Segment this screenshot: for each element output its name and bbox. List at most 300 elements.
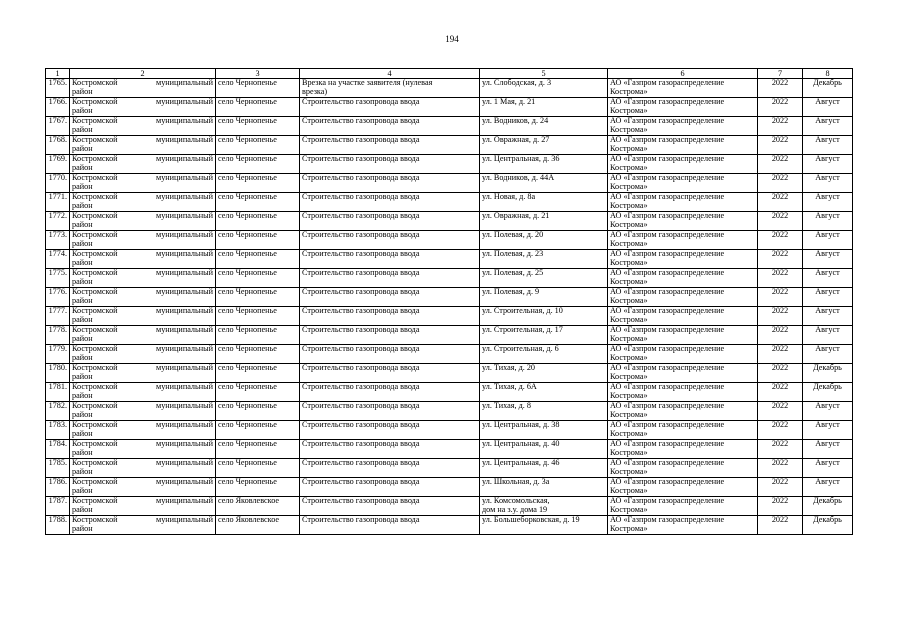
district-suffix: район	[72, 409, 93, 419]
work-line-1: Строительство газопровода ввода	[302, 135, 420, 144]
year-cell: 2022	[758, 345, 803, 364]
organization-cell	[608, 497, 758, 516]
organization-cell	[608, 402, 758, 421]
row-number: 1772.	[46, 212, 70, 231]
year-cell: 2022	[758, 364, 803, 383]
address-line-1: ул. Новая, д. 8а	[482, 192, 536, 201]
address-cell	[480, 136, 608, 155]
district-suffix: район	[72, 466, 93, 476]
table-row	[46, 288, 853, 307]
district-suffix: район	[72, 162, 93, 172]
month-cell: Август	[803, 478, 853, 497]
year-cell: 2022	[758, 402, 803, 421]
organization-cell	[608, 79, 758, 98]
address-line-1: ул. Большеборковская, д. 19	[482, 515, 580, 524]
organization-line-2: Кострома»	[610, 238, 648, 248]
locality-cell: село Чернопенье	[216, 421, 300, 440]
column-header: 2	[70, 69, 216, 79]
organization-line-1: АО «Газпром газораспределение	[610, 401, 725, 410]
organization-line-2: Кострома»	[610, 181, 648, 191]
month-cell: Август	[803, 212, 853, 231]
district-cell	[70, 136, 216, 155]
work-cell	[300, 136, 480, 155]
month-cell: Август	[803, 136, 853, 155]
work-line-1: Строительство газопровода ввода	[302, 477, 420, 486]
organization-line-1: АО «Газпром газораспределение	[610, 230, 725, 239]
table-row	[46, 497, 853, 516]
organization-cell	[608, 307, 758, 326]
year-cell: 2022	[758, 79, 803, 98]
district-cell	[70, 79, 216, 98]
organization-line-1: АО «Газпром газораспределение	[610, 154, 725, 163]
district-name: Костромской	[72, 211, 118, 220]
locality-cell: село Чернопенье	[216, 193, 300, 212]
year-cell: 2022	[758, 136, 803, 155]
row-number: 1783.	[46, 421, 70, 440]
district-name: Костромской	[72, 192, 118, 201]
row-number: 1785.	[46, 459, 70, 478]
year-cell: 2022	[758, 212, 803, 231]
work-line-1: Врезка на участке заявителя (нулевая	[302, 78, 433, 87]
year-cell: 2022	[758, 383, 803, 402]
row-number: 1775.	[46, 269, 70, 288]
district-cell	[70, 459, 216, 478]
table-row	[46, 345, 853, 364]
table-row	[46, 440, 853, 459]
table-row	[46, 364, 853, 383]
table-row	[46, 79, 853, 98]
work-line-1: Строительство газопровода ввода	[302, 211, 420, 220]
month-cell: Декабрь	[803, 497, 853, 516]
work-cell	[300, 79, 480, 98]
organization-line-1: АО «Газпром газораспределение	[610, 211, 725, 220]
locality-cell: село Яковлевское	[216, 516, 300, 535]
district-type: муниципальный	[156, 211, 213, 220]
district-suffix: район	[72, 485, 93, 495]
address-line-1: ул. Овражная, д. 27	[482, 135, 550, 144]
district-suffix: район	[72, 352, 93, 362]
district-type: муниципальный	[156, 363, 213, 372]
row-number: 1778.	[46, 326, 70, 345]
month-cell: Август	[803, 269, 853, 288]
year-cell: 2022	[758, 440, 803, 459]
row-number: 1782.	[46, 402, 70, 421]
column-header: 5	[480, 69, 608, 79]
table-row	[46, 136, 853, 155]
work-line-2: врезка)	[302, 86, 328, 96]
year-cell: 2022	[758, 98, 803, 117]
organization-line-1: АО «Газпром газораспределение	[610, 420, 725, 429]
address-line-1: ул. Тихая, д. 8	[482, 401, 531, 410]
district-type: муниципальный	[156, 135, 213, 144]
page-number: 194	[445, 34, 459, 44]
work-cell	[300, 307, 480, 326]
year-cell: 2022	[758, 193, 803, 212]
district-type: муниципальный	[156, 97, 213, 106]
organization-line-2: Кострома»	[610, 466, 648, 476]
district-cell	[70, 98, 216, 117]
address-cell	[480, 326, 608, 345]
locality-cell: село Чернопенье	[216, 136, 300, 155]
organization-line-1: АО «Газпром газораспределение	[610, 458, 725, 467]
organization-line-2: Кострома»	[610, 295, 648, 305]
address-line-1: ул. 1 Мая, д. 21	[482, 97, 536, 106]
address-line-1: ул. Строительная, д. 10	[482, 306, 563, 315]
organization-cell	[608, 155, 758, 174]
work-line-1: Строительство газопровода ввода	[302, 496, 420, 505]
locality-cell: село Чернопенье	[216, 117, 300, 136]
work-line-1: Строительство газопровода ввода	[302, 439, 420, 448]
work-cell	[300, 478, 480, 497]
month-cell: Август	[803, 117, 853, 136]
year-cell: 2022	[758, 326, 803, 345]
column-number-row	[46, 69, 853, 79]
work-cell	[300, 421, 480, 440]
year-cell: 2022	[758, 478, 803, 497]
district-cell	[70, 402, 216, 421]
district-name: Костромской	[72, 382, 118, 391]
district-suffix: район	[72, 105, 93, 115]
address-cell	[480, 98, 608, 117]
organization-line-2: Кострома»	[610, 200, 648, 210]
row-number: 1774.	[46, 250, 70, 269]
district-cell	[70, 383, 216, 402]
district-cell	[70, 364, 216, 383]
work-cell	[300, 516, 480, 535]
locality-cell: село Чернопенье	[216, 307, 300, 326]
column-header: 1	[46, 69, 70, 79]
work-cell	[300, 155, 480, 174]
organization-line-1: АО «Газпром газораспределение	[610, 439, 725, 448]
district-name: Костромской	[72, 173, 118, 182]
month-cell: Август	[803, 98, 853, 117]
work-line-1: Строительство газопровода ввода	[302, 363, 420, 372]
row-number: 1787.	[46, 497, 70, 516]
district-suffix: район	[72, 371, 93, 381]
organization-cell	[608, 383, 758, 402]
organization-line-2: Кострома»	[610, 219, 648, 229]
district-cell	[70, 269, 216, 288]
organization-line-2: Кострома»	[610, 257, 648, 267]
locality-cell: село Яковлевское	[216, 497, 300, 516]
address-line-1: ул. Комсомольская,	[482, 496, 550, 505]
organization-line-1: АО «Газпром газораспределение	[610, 135, 725, 144]
district-name: Костромской	[72, 287, 118, 296]
month-cell: Август	[803, 155, 853, 174]
locality-cell: село Чернопенье	[216, 364, 300, 383]
organization-line-2: Кострома»	[610, 504, 648, 514]
district-suffix: район	[72, 276, 93, 286]
work-cell	[300, 440, 480, 459]
district-type: муниципальный	[156, 344, 213, 353]
address-cell	[480, 497, 608, 516]
district-cell	[70, 155, 216, 174]
address-line-2: дом на з.у. дома 19	[482, 504, 548, 514]
table-row	[46, 402, 853, 421]
district-suffix: район	[72, 124, 93, 134]
column-header: 3	[216, 69, 300, 79]
district-cell	[70, 250, 216, 269]
row-number: 1767.	[46, 117, 70, 136]
district-type: муниципальный	[156, 306, 213, 315]
table-row	[46, 98, 853, 117]
year-cell: 2022	[758, 117, 803, 136]
work-cell	[300, 193, 480, 212]
organization-line-1: АО «Газпром газораспределение	[610, 268, 725, 277]
locality-cell: село Чернопенье	[216, 345, 300, 364]
district-cell	[70, 288, 216, 307]
table-row	[46, 155, 853, 174]
district-suffix: район	[72, 428, 93, 438]
district-type: муниципальный	[156, 230, 213, 239]
district-type: муниципальный	[156, 192, 213, 201]
work-line-1: Строительство газопровода ввода	[302, 287, 420, 296]
address-cell	[480, 459, 608, 478]
district-cell	[70, 345, 216, 364]
address-line-1: ул. Тихая, д. 6А	[482, 382, 537, 391]
district-suffix: район	[72, 257, 93, 267]
district-suffix: район	[72, 219, 93, 229]
month-cell: Август	[803, 421, 853, 440]
work-cell	[300, 326, 480, 345]
address-line-1: ул. Строительная, д. 6	[482, 344, 559, 353]
locality-cell: село Чернопенье	[216, 326, 300, 345]
address-line-1: ул. Центральная, д. 36	[482, 154, 560, 163]
district-type: муниципальный	[156, 287, 213, 296]
address-line-1: ул. Полевая, д. 25	[482, 268, 544, 277]
locality-cell: село Чернопенье	[216, 402, 300, 421]
district-suffix: район	[72, 200, 93, 210]
organization-line-1: АО «Газпром газораспределение	[610, 287, 725, 296]
work-line-1: Строительство газопровода ввода	[302, 97, 420, 106]
work-line-1: Строительство газопровода ввода	[302, 116, 420, 125]
district-suffix: район	[72, 504, 93, 514]
row-number: 1769.	[46, 155, 70, 174]
district-type: муниципальный	[156, 477, 213, 486]
district-name: Костромской	[72, 135, 118, 144]
locality-cell: село Чернопенье	[216, 459, 300, 478]
organization-line-2: Кострома»	[610, 523, 648, 533]
work-cell	[300, 345, 480, 364]
organization-line-2: Кострома»	[610, 105, 648, 115]
organization-line-1: АО «Газпром газораспределение	[610, 382, 725, 391]
column-header: 7	[758, 69, 803, 79]
year-cell: 2022	[758, 250, 803, 269]
district-name: Костромской	[72, 249, 118, 258]
district-type: муниципальный	[156, 249, 213, 258]
month-cell: Август	[803, 459, 853, 478]
work-line-1: Строительство газопровода ввода	[302, 458, 420, 467]
gasification-schedule-table	[45, 68, 853, 535]
organization-cell	[608, 269, 758, 288]
address-line-1: ул. Центральная, д. 38	[482, 420, 560, 429]
work-line-1: Строительство газопровода ввода	[302, 154, 420, 163]
district-type: муниципальный	[156, 420, 213, 429]
address-line-1: ул. Водников, д. 44А	[482, 173, 555, 182]
district-name: Костромской	[72, 154, 118, 163]
organization-line-2: Кострома»	[610, 276, 648, 286]
address-cell	[480, 364, 608, 383]
district-name: Костромской	[72, 401, 118, 410]
district-type: муниципальный	[156, 496, 213, 505]
work-cell	[300, 497, 480, 516]
row-number: 1766.	[46, 98, 70, 117]
address-cell	[480, 193, 608, 212]
organization-line-2: Кострома»	[610, 371, 648, 381]
table-row	[46, 250, 853, 269]
locality-cell: село Чернопенье	[216, 212, 300, 231]
organization-line-1: АО «Газпром газораспределение	[610, 344, 725, 353]
organization-cell	[608, 421, 758, 440]
address-line-1: ул. Полевая, д. 20	[482, 230, 544, 239]
district-type: муниципальный	[156, 173, 213, 182]
district-name: Костромской	[72, 344, 118, 353]
address-cell	[480, 117, 608, 136]
work-cell	[300, 231, 480, 250]
organization-cell	[608, 288, 758, 307]
organization-cell	[608, 345, 758, 364]
district-cell	[70, 440, 216, 459]
district-suffix: район	[72, 314, 93, 324]
year-cell: 2022	[758, 307, 803, 326]
address-line-1: ул. Центральная, д. 40	[482, 439, 560, 448]
address-cell	[480, 478, 608, 497]
organization-line-1: АО «Газпром газораспределение	[610, 325, 725, 334]
district-name: Костромской	[72, 325, 118, 334]
address-cell	[480, 307, 608, 326]
organization-cell	[608, 98, 758, 117]
district-name: Костромской	[72, 97, 118, 106]
address-cell	[480, 231, 608, 250]
district-suffix: район	[72, 447, 93, 457]
organization-line-1: АО «Газпром газораспределение	[610, 363, 725, 372]
work-cell	[300, 250, 480, 269]
organization-line-2: Кострома»	[610, 314, 648, 324]
organization-cell	[608, 459, 758, 478]
organization-cell	[608, 193, 758, 212]
address-cell	[480, 79, 608, 98]
row-number: 1780.	[46, 364, 70, 383]
district-type: муниципальный	[156, 515, 213, 524]
district-type: муниципальный	[156, 439, 213, 448]
month-cell: Август	[803, 402, 853, 421]
table-row	[46, 516, 853, 535]
organization-line-1: АО «Газпром газораспределение	[610, 249, 725, 258]
work-cell	[300, 459, 480, 478]
district-suffix: район	[72, 390, 93, 400]
work-line-1: Строительство газопровода ввода	[302, 325, 420, 334]
month-cell: Август	[803, 193, 853, 212]
district-type: муниципальный	[156, 401, 213, 410]
row-number: 1768.	[46, 136, 70, 155]
organization-cell	[608, 250, 758, 269]
work-cell	[300, 98, 480, 117]
organization-cell	[608, 440, 758, 459]
work-line-1: Строительство газопровода ввода	[302, 382, 420, 391]
district-type: муниципальный	[156, 458, 213, 467]
year-cell: 2022	[758, 174, 803, 193]
work-cell	[300, 212, 480, 231]
month-cell: Август	[803, 345, 853, 364]
locality-cell: село Чернопенье	[216, 174, 300, 193]
row-number: 1779.	[46, 345, 70, 364]
district-cell	[70, 117, 216, 136]
year-cell: 2022	[758, 421, 803, 440]
district-name: Костромской	[72, 496, 118, 505]
table-row	[46, 174, 853, 193]
organization-line-2: Кострома»	[610, 409, 648, 419]
table-row	[46, 212, 853, 231]
address-cell	[480, 212, 608, 231]
table-row	[46, 459, 853, 478]
year-cell: 2022	[758, 516, 803, 535]
organization-line-2: Кострома»	[610, 428, 648, 438]
district-cell	[70, 326, 216, 345]
row-number: 1771.	[46, 193, 70, 212]
row-number: 1770.	[46, 174, 70, 193]
district-name: Костромской	[72, 363, 118, 372]
year-cell: 2022	[758, 231, 803, 250]
locality-cell: село Чернопенье	[216, 231, 300, 250]
month-cell: Декабрь	[803, 364, 853, 383]
month-cell: Август	[803, 288, 853, 307]
organization-line-2: Кострома»	[610, 390, 648, 400]
district-suffix: район	[72, 238, 93, 248]
table-row	[46, 193, 853, 212]
district-suffix: район	[72, 295, 93, 305]
row-number: 1773.	[46, 231, 70, 250]
address-line-1: ул. Полевая, д. 23	[482, 249, 544, 258]
district-cell	[70, 307, 216, 326]
work-line-1: Строительство газопровода ввода	[302, 306, 420, 315]
row-number: 1776.	[46, 288, 70, 307]
organization-cell	[608, 174, 758, 193]
district-name: Костромской	[72, 78, 118, 87]
table-row	[46, 231, 853, 250]
district-suffix: район	[72, 143, 93, 153]
organization-line-1: АО «Газпром газораспределение	[610, 306, 725, 315]
year-cell: 2022	[758, 497, 803, 516]
work-line-1: Строительство газопровода ввода	[302, 173, 420, 182]
district-cell	[70, 478, 216, 497]
column-header: 4	[300, 69, 480, 79]
district-suffix: район	[72, 523, 93, 533]
address-line-1: ул. Овражная, д. 21	[482, 211, 550, 220]
work-line-1: Строительство газопровода ввода	[302, 249, 420, 258]
address-line-1: ул. Строительная, д. 17	[482, 325, 563, 334]
work-cell	[300, 269, 480, 288]
organization-line-1: АО «Газпром газораспределение	[610, 116, 725, 125]
year-cell: 2022	[758, 155, 803, 174]
organization-line-2: Кострома»	[610, 86, 648, 96]
district-name: Костромской	[72, 515, 118, 524]
organization-cell	[608, 364, 758, 383]
district-cell	[70, 193, 216, 212]
month-cell: Декабрь	[803, 516, 853, 535]
table-row	[46, 383, 853, 402]
address-cell	[480, 155, 608, 174]
work-line-1: Строительство газопровода ввода	[302, 230, 420, 239]
year-cell: 2022	[758, 288, 803, 307]
district-cell	[70, 516, 216, 535]
organization-line-2: Кострома»	[610, 124, 648, 134]
table-row	[46, 117, 853, 136]
district-type: муниципальный	[156, 325, 213, 334]
district-type: муниципальный	[156, 382, 213, 391]
month-cell: Август	[803, 307, 853, 326]
district-name: Костромской	[72, 306, 118, 315]
locality-cell: село Чернопенье	[216, 288, 300, 307]
